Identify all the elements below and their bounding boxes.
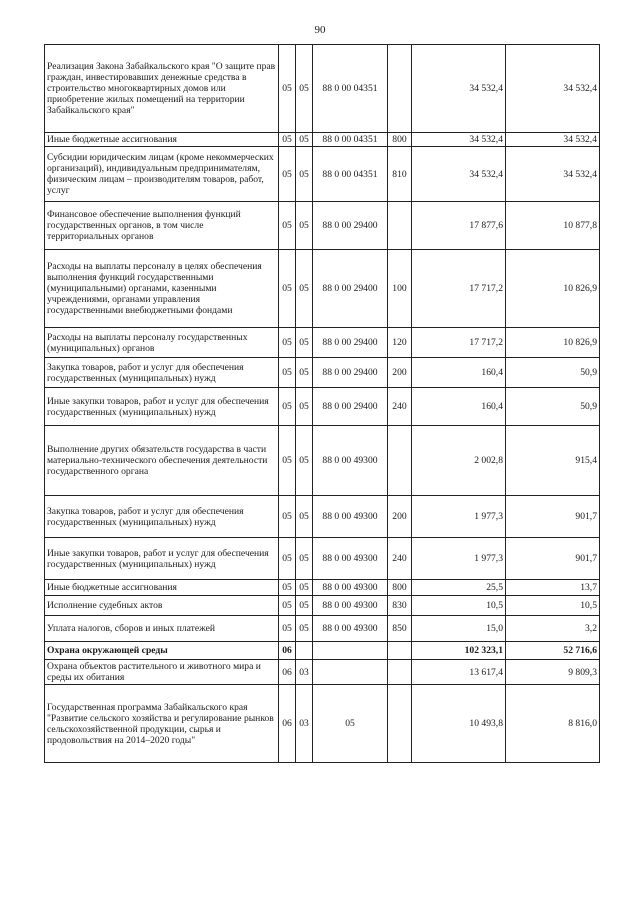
cell-vr — [388, 45, 412, 133]
cell-csr: 88 0 00 49300 — [313, 538, 388, 580]
cell-v1: 17 717,2 — [412, 250, 506, 328]
cell-v2: 13,7 — [506, 580, 600, 596]
cell-pr: 03 — [296, 660, 313, 685]
table-row — [45, 358, 600, 388]
cell-rz: 05 — [279, 133, 296, 147]
cell-pr: 05 — [296, 388, 313, 426]
cell-vr — [388, 642, 412, 660]
cell-pr: 05 — [296, 147, 313, 202]
cell-csr: 88 0 00 04351 — [313, 133, 388, 147]
table-row — [45, 660, 600, 685]
cell-v2: 3,2 — [506, 616, 600, 642]
cell-rz: 05 — [279, 202, 296, 250]
cell-v1: 17 717,2 — [412, 328, 506, 358]
cell-v1: 160,4 — [412, 388, 506, 426]
cell-vr: 850 — [388, 616, 412, 642]
cell-rz: 05 — [279, 580, 296, 596]
cell-pr: 05 — [296, 616, 313, 642]
cell-v2: 52 716,6 — [506, 642, 600, 660]
cell-name: Охрана окружающей среды — [45, 642, 279, 660]
cell-pr: 05 — [296, 596, 313, 616]
cell-v1: 160,4 — [412, 358, 506, 388]
cell-pr: 05 — [296, 45, 313, 133]
cell-name: Закупка товаров, работ и услуг для обеспечения государственных (муниципальных) нужд — [45, 496, 279, 538]
cell-v1: 34 532,4 — [412, 147, 506, 202]
cell-name: Реализация Закона Забайкальского края "О защите прав граждан, инвестировавших денежные средства в строительство многоквартирных домов или приобретение жилых помещений на территории Забайкальского края" — [45, 45, 279, 133]
cell-vr: 830 — [388, 596, 412, 616]
cell-name: Финансовое обеспечение выполнения функций государственных органов, в том числе территориальных органов — [45, 202, 279, 250]
table-row — [45, 147, 600, 202]
table-row — [45, 685, 600, 763]
cell-name: Уплата налогов, сборов и иных платежей — [45, 616, 279, 642]
page-number: 90 — [314, 24, 326, 36]
cell-csr — [313, 660, 388, 685]
cell-csr: 05 — [313, 685, 388, 763]
cell-vr — [388, 426, 412, 496]
table-row — [45, 202, 600, 250]
cell-rz: 05 — [279, 250, 296, 328]
cell-rz: 06 — [279, 660, 296, 685]
cell-rz: 05 — [279, 358, 296, 388]
cell-v2: 34 532,4 — [506, 133, 600, 147]
cell-name: Иные закупки товаров, работ и услуг для обеспечения государственных (муниципальных) нужд — [45, 538, 279, 580]
cell-rz: 05 — [279, 45, 296, 133]
cell-name: Субсидии юридическим лицам (кроме некоммерческих организаций), индивидуальным предпринимателям, физическим лицам – производителям товаров, работ, услуг — [45, 147, 279, 202]
cell-vr: 240 — [388, 388, 412, 426]
cell-vr — [388, 660, 412, 685]
table-row — [45, 328, 600, 358]
cell-pr: 05 — [296, 250, 313, 328]
cell-v2: 9 809,3 — [506, 660, 600, 685]
cell-pr: 03 — [296, 685, 313, 763]
cell-rz: 05 — [279, 538, 296, 580]
budget-table — [44, 44, 600, 763]
cell-name: Иные закупки товаров, работ и услуг для обеспечения государственных (муниципальных) нужд — [45, 388, 279, 426]
cell-vr: 100 — [388, 250, 412, 328]
cell-name: Охрана объектов растительного и животного мира и среды их обитания — [45, 660, 279, 685]
cell-rz: 05 — [279, 426, 296, 496]
cell-rz: 06 — [279, 642, 296, 660]
cell-v1: 10,5 — [412, 596, 506, 616]
cell-v1: 15,0 — [412, 616, 506, 642]
cell-pr: 05 — [296, 496, 313, 538]
table-row — [45, 580, 600, 596]
cell-v2: 10 826,9 — [506, 250, 600, 328]
cell-v1: 17 877,6 — [412, 202, 506, 250]
cell-vr: 810 — [388, 147, 412, 202]
cell-name: Государственная программа Забайкальского края "Развитие сельского хозяйства и регулирование рынков сельскохозяйственной продукции, сырья и продовольствия на 2014–2020 годы" — [45, 685, 279, 763]
cell-csr: 88 0 00 29400 — [313, 328, 388, 358]
table-row — [45, 496, 600, 538]
cell-vr: 200 — [388, 496, 412, 538]
cell-v2: 915,4 — [506, 426, 600, 496]
cell-rz: 05 — [279, 147, 296, 202]
cell-csr: 88 0 00 49300 — [313, 426, 388, 496]
cell-v2: 901,7 — [506, 496, 600, 538]
table-row — [45, 642, 600, 660]
cell-csr: 88 0 00 29400 — [313, 202, 388, 250]
cell-rz: 05 — [279, 496, 296, 538]
cell-v1: 1 977,3 — [412, 538, 506, 580]
cell-v2: 10,5 — [506, 596, 600, 616]
cell-pr: 05 — [296, 328, 313, 358]
cell-vr — [388, 202, 412, 250]
table-row — [45, 250, 600, 328]
cell-v1: 34 532,4 — [412, 45, 506, 133]
cell-v1: 1 977,3 — [412, 496, 506, 538]
table-row — [45, 388, 600, 426]
cell-vr: 800 — [388, 580, 412, 596]
cell-csr: 88 0 00 04351 — [313, 45, 388, 133]
cell-v2: 34 532,4 — [506, 147, 600, 202]
cell-csr: 88 0 00 29400 — [313, 358, 388, 388]
cell-name: Иные бюджетные ассигнования — [45, 133, 279, 147]
cell-pr: 05 — [296, 133, 313, 147]
cell-rz: 05 — [279, 616, 296, 642]
cell-pr — [296, 642, 313, 660]
cell-v2: 8 816,0 — [506, 685, 600, 763]
table-row — [45, 538, 600, 580]
cell-name: Иные бюджетные ассигнования — [45, 580, 279, 596]
table-row — [45, 616, 600, 642]
table-row — [45, 45, 600, 133]
cell-csr: 88 0 00 49300 — [313, 616, 388, 642]
cell-rz: 05 — [279, 388, 296, 426]
cell-name: Расходы на выплаты персоналу в целях обеспечения выполнения функций государственными (муниципальными) органами, казенными учреждениями, органами управления государственными внебюджетными фондами — [45, 250, 279, 328]
table-row — [45, 133, 600, 147]
cell-vr: 120 — [388, 328, 412, 358]
cell-vr: 240 — [388, 538, 412, 580]
cell-rz: 05 — [279, 328, 296, 358]
cell-v2: 50,9 — [506, 358, 600, 388]
cell-vr: 200 — [388, 358, 412, 388]
cell-name: Расходы на выплаты персоналу государственных (муниципальных) органов — [45, 328, 279, 358]
cell-csr: 88 0 00 49300 — [313, 580, 388, 596]
cell-pr: 05 — [296, 426, 313, 496]
cell-pr: 05 — [296, 202, 313, 250]
cell-name: Закупка товаров, работ и услуг для обеспечения государственных (муниципальных) нужд — [45, 358, 279, 388]
cell-v2: 34 532,4 — [506, 45, 600, 133]
cell-v2: 10 877,8 — [506, 202, 600, 250]
cell-rz: 06 — [279, 685, 296, 763]
cell-v1: 13 617,4 — [412, 660, 506, 685]
cell-v1: 34 532,4 — [412, 133, 506, 147]
cell-v2: 10 826,9 — [506, 328, 600, 358]
cell-name: Выполнение других обязательств государства в части материально-технического обеспечения деятельности государственного органа — [45, 426, 279, 496]
cell-vr: 800 — [388, 133, 412, 147]
cell-v1: 10 493,8 — [412, 685, 506, 763]
cell-pr: 05 — [296, 538, 313, 580]
cell-pr: 05 — [296, 580, 313, 596]
cell-csr: 88 0 00 29400 — [313, 250, 388, 328]
cell-vr — [388, 685, 412, 763]
cell-pr: 05 — [296, 358, 313, 388]
cell-v2: 901,7 — [506, 538, 600, 580]
cell-csr: 88 0 00 49300 — [313, 496, 388, 538]
table-row — [45, 596, 600, 616]
cell-v1: 25,5 — [412, 580, 506, 596]
cell-csr — [313, 642, 388, 660]
cell-csr: 88 0 00 04351 — [313, 147, 388, 202]
cell-csr: 88 0 00 29400 — [313, 388, 388, 426]
cell-name: Исполнение судебных актов — [45, 596, 279, 616]
cell-v1: 2 002,8 — [412, 426, 506, 496]
cell-rz: 05 — [279, 596, 296, 616]
cell-v2: 50,9 — [506, 388, 600, 426]
table-row — [45, 426, 600, 496]
cell-csr: 88 0 00 49300 — [313, 596, 388, 616]
cell-v1: 102 323,1 — [412, 642, 506, 660]
